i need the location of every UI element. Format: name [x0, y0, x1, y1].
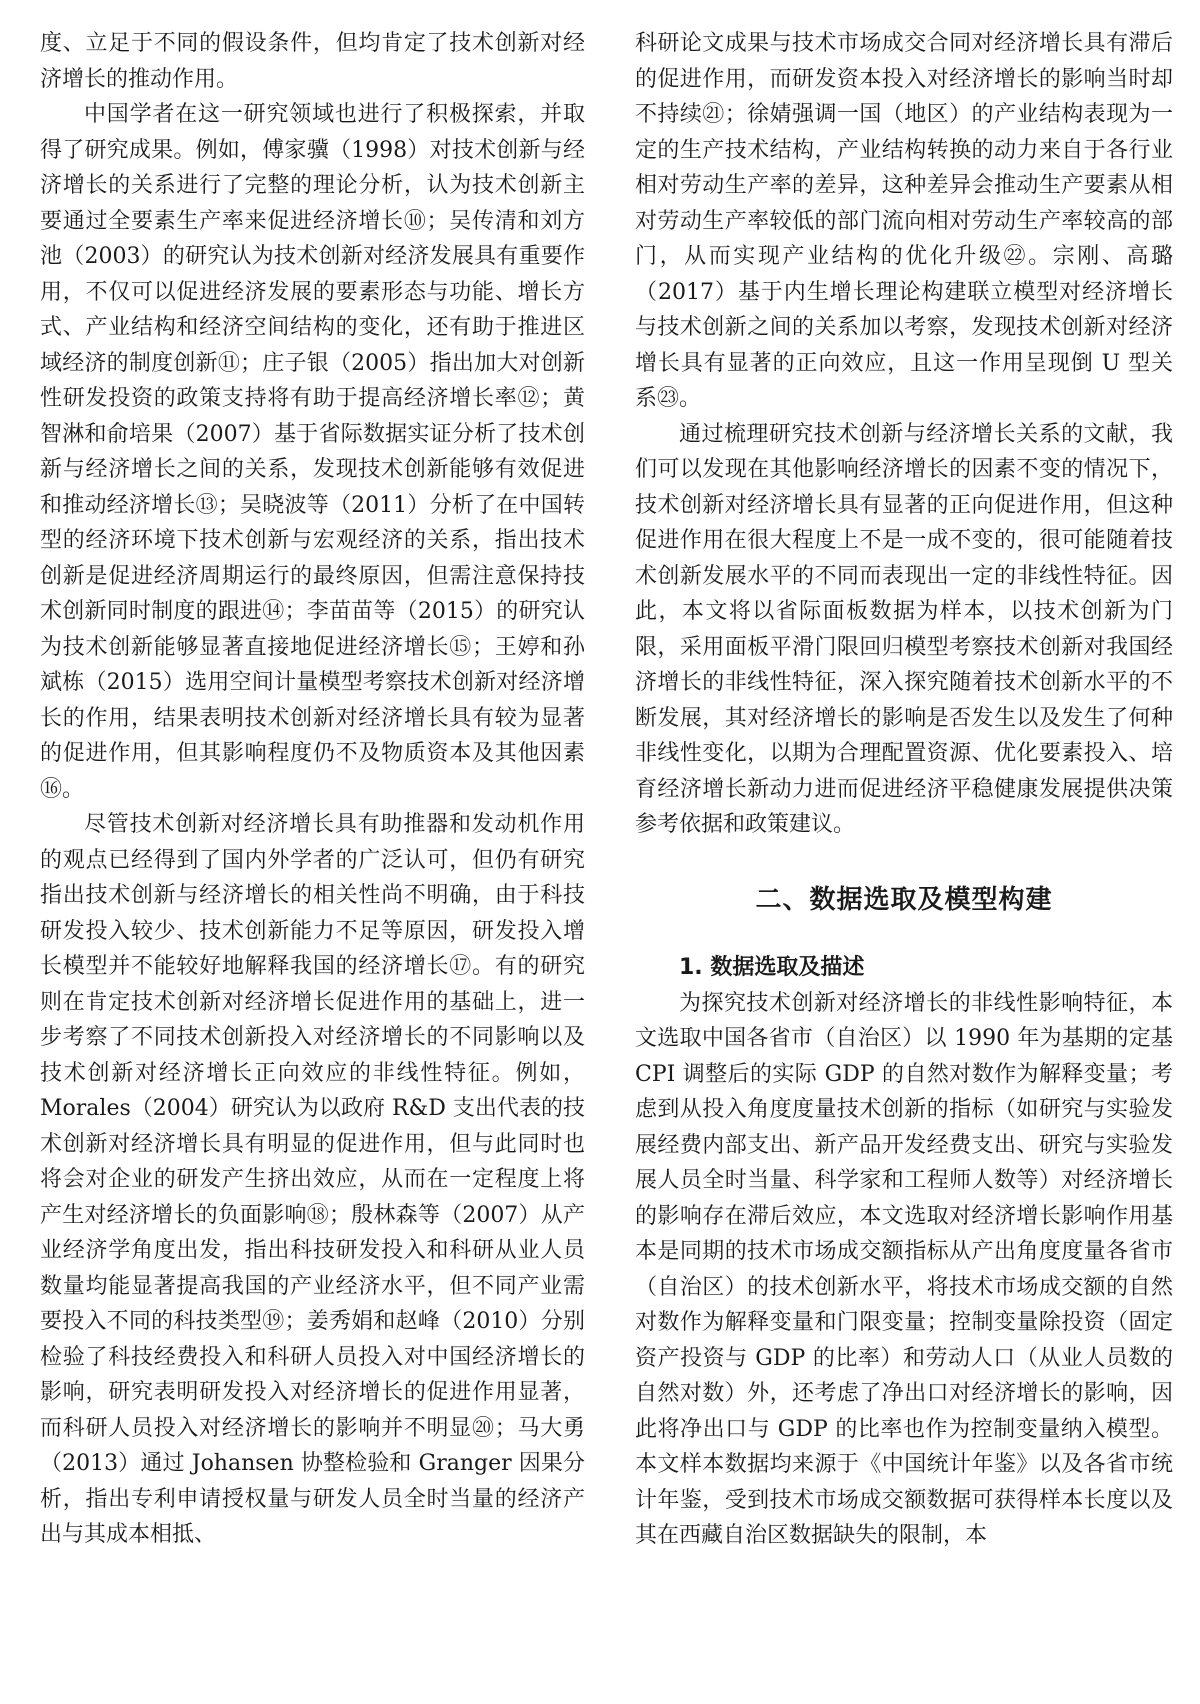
sub-heading: 1. 数据选取及描述: [679, 955, 865, 980]
paragraph: 通过梳理研究技术创新与经济增长关系的文献，我们可以发现在其他影响经济增长的因素不变的情况下，技术创新对经济增长具有显著的正向促进作用，但这种促进作用在很大程度上不是一成不变的，很可能随着技术创新发展水平的不同而表现出一定的非线性特征。因此，本文将以省际面板数据为样本，以技术创新为门限，采用面板平滑门限回归模型考察技术创新对我国经济增长的非线性特征，深入探究随着技术创新水平的不断发展，其对经济增长的影响是否发生以及发生了何种非线性变化，以期为合理配置资源、优化要素投入、培育经济增长新动力进而促进经济平稳健康发展提供决策参考依据和政策建议。: [635, 421, 1173, 837]
paragraph: 中国学者在这一研究领域也进行了积极探索，并取得了研究成果。例如，傅家骥（1998）对技术创新与经济增长的关系进行了完整的理论分析，认为技术创新主要通过全要素生产率来促进经济增长⑩；吴传清和刘方池（2003）的研究认为技术创新对经济发展具有重要作用，不仅可以促进经济发展的要素形态与功能、增长方式、产业结构和经济空间结构的变化，还有助于推进区域经济的制度创新⑪；庄子银（2005）指出加大对创新性研发投资的政策支持将有助于提高经济增长率⑫；黄智淋和俞培果（2007）基于省际数据实证分析了技术创新与经济增长之间的关系，发现技术创新能够有效促进和推动经济增长⑬；吴晓波等（2011）分析了在中国转型的经济环境下技术创新与宏观经济的关系，指出技术创新是促进经济周期运行的最终原因，但需注意保持技术创新同时制度的跟进⑭；李苗苗等（2015）的研究认为技术创新能够显著直接地促进经济增长⑮；王婷和孙斌栋（2015）选用空间计量模型考察技术创新对经济增长的作用，结果表明技术创新对经济增长具有较为显著的促进作用，但其影响程度仍不及物质资本及其他因素⑯。: [40, 102, 585, 802]
paragraph: 度、立足于不同的假设条件，但均肯定了技术创新对经济增长的推动作用。: [40, 31, 585, 92]
right-column: [635, 26, 1173, 1554]
paragraph: 为探究技术创新对经济增长的非线性影响特征，本文选取中国各省市（自治区）以 1990 年为基期的定基 CPI 调整后的实际 GDP 的自然对数作为解释变量；考虑到从投入角度度量技术创新的指标（如研究与实验发展经费内部支出、新产品开发经费支出、研究与实验发展人员全时当量、科学家和工程师人数等）对经济增长的影响存在滞后效应，本文选取对经济增长影响作用基本是同期的技术市场成交额指标从产出角度度量各省市（自治区）的技术创新水平，将技术市场成交额的自然对数作为解释变量和门限变量；控制变量除投资（固定资产投资与 GDP 的比率）和劳动人口（从业人员数的自然对数）外，还考虑了净出口对经济增长的影响，因此将净出口与 GDP 的比率也作为控制变量纳入模型。本文样本数据均来源于《中国统计年鉴》以及各省市统计年鉴，受到技术市场成交额数据可获得样本长度以及其在西藏自治区数据缺失的限制，本: [635, 990, 1173, 1548]
section-heading: 二、数据选取及模型构建: [755, 884, 1053, 915]
paragraph: 科研论文成果与技术市场成交合同对经济增长具有滞后的促进作用，而研发资本投入对经济增长的影响当时却不持续㉑；徐婧强调一国（地区）的产业结构表现为一定的生产技术结构，产业结构转换的动力来自于各行业相对劳动生产率的差异，这种差异会推动生产要素从相对劳动生产率较低的部门流向相对劳动生产率较高的部门，从而实现产业结构的优化升级㉒。宗刚、高璐（2017）基于内生增长理论构建联立模型对经济增长与技术创新之间的关系加以考察，发现技术创新对经济增长具有显著的正向效应，且这一作用呈现倒 U 型关系㉓。: [635, 31, 1173, 411]
left-column: [40, 26, 585, 1553]
paragraph: 尽管技术创新对经济增长具有助推器和发动机作用的观点已经得到了国内外学者的广泛认可，但仍有研究指出技术创新与经济增长的相关性尚不明确，由于科技研发投入较少、技术创新能力不足等原因，研发投入增长模型并不能较好地解释我国的经济增长⑰。有的研究则在肯定技术创新对经济增长促进作用的基础上，进一步考察了不同技术创新投入对经济增长的不同影响以及技术创新对经济增长正向效应的非线性特征。例如，Morales（2004）研究认为以政府 R&D 支出代表的技术创新对经济增长具有明显的促进作用，但与此同时也将会对企业的研发产生挤出效应，从而在一定程度上将产生对经济增长的负面影响⑱；殷林森等（2007）从产业经济学角度出发，指出科技研发投入和科研从业人员数量均能显著提高我国的产业经济水平，但不同产业需要投入不同的科技类型⑲；姜秀娟和赵峰（2010）分别检验了科技经费投入和科研人员投入对中国经济增长的影响，研究表明研发投入对经济增长的促进作用显著，而科研人员投入对经济增长的影响并不明显⑳；马大勇（2013）通过 Johansen 协整检验和 Granger 因果分析，指出专利申请授权量与研发人员全时当量的经济产出与其成本相抵、: [40, 812, 585, 1547]
